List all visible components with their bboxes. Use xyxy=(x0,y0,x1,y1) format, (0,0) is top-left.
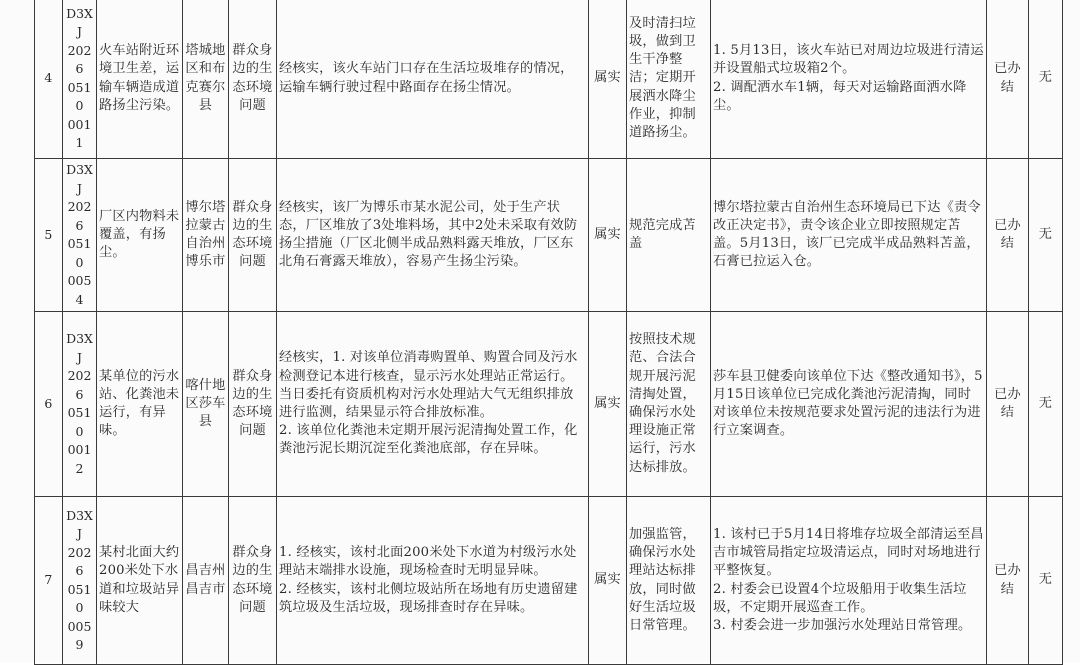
verification-result: 属实 xyxy=(589,497,627,665)
completion-status: 已办结 xyxy=(987,0,1029,159)
rectification-status-details: 博尔塔拉蒙古自治州生态环境局已下达《责令改正决定书》，责令该企业立即按照规定苫盖。5月13日，该厂已完成半成品熟料苫盖，石膏已拉运入仓。 xyxy=(711,159,987,312)
row-number: 5 xyxy=(35,159,63,312)
issue-description: 某单位的污水站、化粪池未运行，有异味。 xyxy=(97,312,183,497)
completion-status: 已办结 xyxy=(987,312,1029,497)
region: 塔城地区和布克赛尔县 xyxy=(183,0,229,159)
completion-status: 已办结 xyxy=(987,497,1029,665)
accountability: 无 xyxy=(1029,497,1063,665)
verification-details: 经核实，该火车站门口存在生活垃圾堆存的情况，运输车辆行驶过程中路面存在扬尘情况。 xyxy=(277,0,589,159)
region: 昌吉州昌吉市 xyxy=(183,497,229,665)
rectification-status-details: 1. 该村已于5月14日将堆存垃圾全部清运至昌吉市城管局指定垃圾清运点，同时对场地进行平整恢复。 2. 村委会已设置4个垃圾船用于收集生活垃圾，不定期开展巡查工作。 3. 村委会进一步加强污水处理站日常管理。 xyxy=(711,497,987,665)
issue-description: 厂区内物料未覆盖，有扬尘。 xyxy=(97,159,183,312)
accountability: 无 xyxy=(1029,0,1063,159)
table-row xyxy=(35,0,1063,159)
verification-details: 1. 经核实，该村北面200米处下水道为村级污水处理站末端排水设施，现场检查时无明显异味。 2. 经核实，该村北侧垃圾站所在场地有历史遗留建筑垃圾及生活垃圾，现场排查时存在异味。 xyxy=(277,497,589,665)
issue-type: 群众身边的生态环境问题 xyxy=(229,159,277,312)
issue-table xyxy=(34,0,1063,665)
rectification-requirement: 按照技术规范、合法合规开展污泥清掏处置，确保污水处理设施正常运行，污水达标排放。 xyxy=(627,312,711,497)
rectification-status-details: 莎车县卫健委向该单位下达《整改通知书》，5月15日该单位已完成化粪池污泥清掏，同时对该单位未按规范要求处置污泥的违法行为进行立案调查。 xyxy=(711,312,987,497)
issue-description: 火车站附近环境卫生差，运输车辆造成道路扬尘污染。 xyxy=(97,0,183,159)
issue-type: 群众身边的生态环境问题 xyxy=(229,497,277,665)
rectification-requirement: 加强监管，确保污水处理站达标排放，同时做好生活垃圾日常管理。 xyxy=(627,497,711,665)
verification-result: 属实 xyxy=(589,312,627,497)
verification-details: 经核实，1. 对该单位消毒购置单、购置合同及污水检测登记本进行核查，显示污水处理站正常运行。当日委托有资质机构对污水处理站大气无组织排放进行监测，结果显示符合排放标准。 2. 该单位化粪池未定期开展污泥清掏处置工作，化粪池污泥长期沉淀至化粪池底部，存在异味。 xyxy=(277,312,589,497)
completion-status: 已办结 xyxy=(987,159,1029,312)
issue-description: 某村北面大约200米处下水道和垃圾站异味较大 xyxy=(97,497,183,665)
case-code: D3XJ 2026 0510 0054 xyxy=(63,159,97,312)
case-code: D3XJ 2026 0510 0012 xyxy=(63,312,97,497)
table-row xyxy=(35,312,1063,497)
region: 博尔塔拉蒙古自治州博乐市 xyxy=(183,159,229,312)
issue-type: 群众身边的生态环境问题 xyxy=(229,312,277,497)
issue-type: 群众身边的生态环境问题 xyxy=(229,0,277,159)
rectification-requirement: 规范完成苫盖 xyxy=(627,159,711,312)
verification-details: 经核实，该厂为博乐市某水泥公司，处于生产状态，厂区堆放了3处堆料场，其中2处未采取有效防扬尘措施（厂区北侧半成品熟料露天堆放，厂区东北角石膏露天堆放），容易产生扬尘污染。 xyxy=(277,159,589,312)
rectification-status-details: 1. 5月13日，该火车站已对周边垃圾进行清运并设置船式垃圾箱2个。 2. 调配洒水车1辆，每天对运输路面洒水降尘。 xyxy=(711,0,987,159)
accountability: 无 xyxy=(1029,159,1063,312)
row-number: 7 xyxy=(35,497,63,665)
row-number: 4 xyxy=(35,0,63,159)
table-row xyxy=(35,497,1063,665)
row-number: 6 xyxy=(35,312,63,497)
case-code: D3XJ 2026 0510 0059 xyxy=(63,497,97,665)
verification-result: 属实 xyxy=(589,159,627,312)
rectification-requirement: 及时清扫垃圾，做到卫生干净整洁；定期开展洒水降尘作业，抑制道路扬尘。 xyxy=(627,0,711,159)
case-code: D3XJ 2026 0510 0011 xyxy=(63,0,97,159)
accountability: 无 xyxy=(1029,312,1063,497)
table-row xyxy=(35,159,1063,312)
region: 喀什地区莎车县 xyxy=(183,312,229,497)
verification-result: 属实 xyxy=(589,0,627,159)
